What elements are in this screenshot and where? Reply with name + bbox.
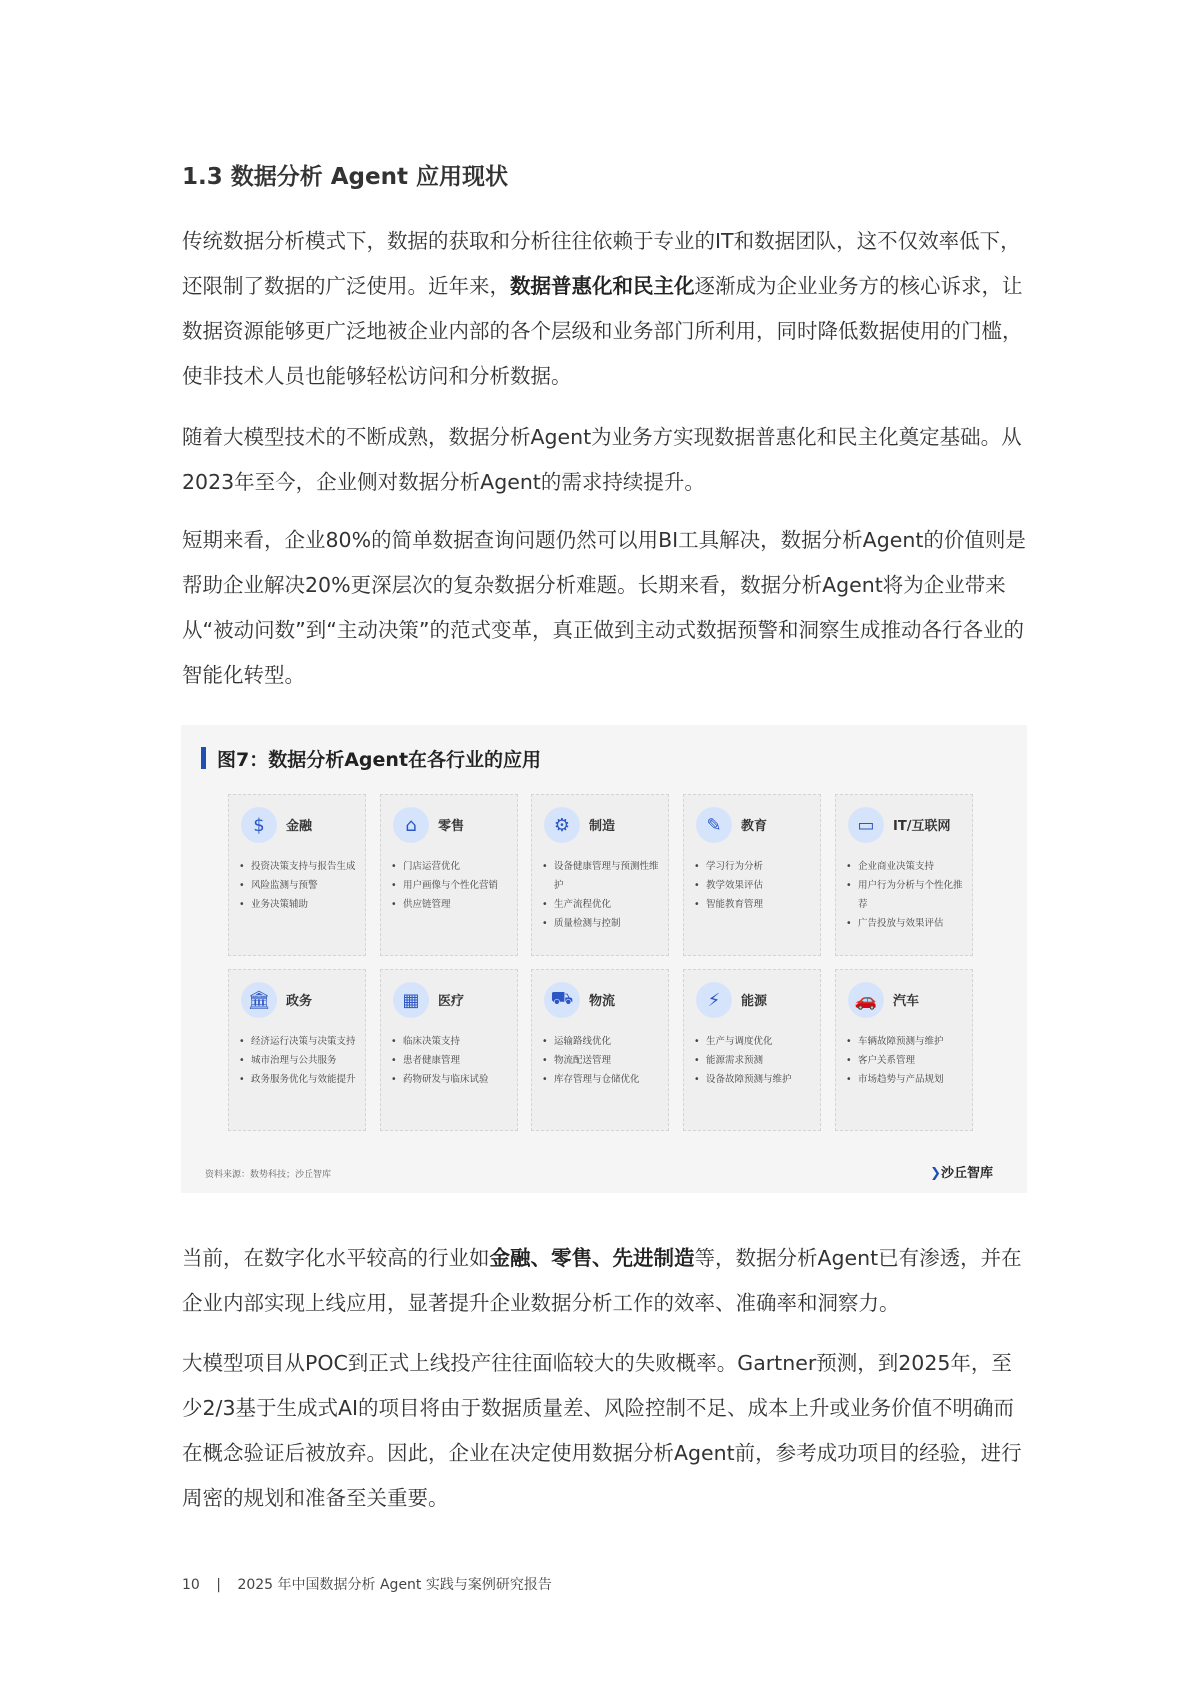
use-case-list [694, 1032, 814, 1089]
bold-text: 数据普惠化和民主化 [510, 274, 695, 298]
industry-card [683, 794, 821, 956]
industry-name: 零售 [438, 819, 465, 834]
industry-icon: ⌂ [393, 807, 429, 843]
logo-text: 沙丘智库 [940, 1166, 993, 1181]
text-run: 逐渐成为企业业务方的核心诉求，让数据资源能够更广泛地被企业内部的各个层级和业务部门所利用，同时降低数据使用的门槛，使非技术人员也能够轻松访问和分析数据。 [182, 274, 1023, 388]
use-case-item: • 城市治理与公共服务 [239, 1051, 359, 1070]
industry-icon: ▭ [848, 807, 884, 843]
use-case-item: • 临床决策支持 [391, 1032, 511, 1051]
use-case-list [391, 1032, 511, 1089]
use-case-item: • 学习行为分析 [694, 857, 814, 876]
page-number: 10 [182, 1577, 200, 1593]
use-case-item: • 车辆故障预测与维护 [846, 1032, 966, 1051]
industry-icon: ⛟ [544, 982, 580, 1018]
brand-logo [930, 1162, 993, 1181]
use-case-item: • 风险监测与预警 [239, 876, 359, 895]
industry-name: 医疗 [438, 994, 465, 1009]
bold-text: 金融、零售、先进制造 [489, 1246, 695, 1270]
use-case-item: • 政务服务优化与效能提升 [239, 1070, 359, 1089]
use-case-list [542, 857, 662, 933]
use-case-list [846, 1032, 966, 1089]
industry-card [531, 794, 669, 956]
use-case-list [846, 857, 966, 933]
use-case-item: • 生产与调度优化 [694, 1032, 814, 1051]
use-case-item: • 患者健康管理 [391, 1051, 511, 1070]
text-run: 等，数据分析Agent已有渗透，并在企业内部实现上线应用，显著提升企业数据分析工作的效率、准确率和洞察力。 [182, 1246, 1022, 1315]
industry-icon: ⚙ [544, 807, 580, 843]
use-case-item: • 用户行为分析与个性化推荐 [846, 876, 966, 914]
industry-icon: ⚡ [696, 982, 732, 1018]
industry-card [380, 794, 518, 956]
industry-icon: ▦ [393, 982, 429, 1018]
industry-card [683, 969, 821, 1131]
industry-name: 制造 [589, 819, 616, 834]
industry-card [380, 969, 518, 1131]
footer-separator: | [216, 1577, 221, 1593]
figure-industry-applications [181, 725, 1027, 1193]
use-case-item: • 企业商业决策支持 [846, 857, 966, 876]
paragraph-4 [182, 1236, 1028, 1326]
figure-title: 图7：数据分析Agent在各行业的应用 [201, 745, 541, 772]
logo-icon: ❯ [930, 1166, 941, 1181]
use-case-list [542, 1032, 662, 1089]
industry-name: IT/互联网 [893, 819, 951, 834]
industry-name: 政务 [286, 994, 313, 1009]
use-case-item: • 智能教育管理 [694, 895, 814, 914]
report-title: 2025 年中国数据分析 Agent 实践与案例研究报告 [237, 1577, 552, 1593]
industry-icon: ✎ [696, 807, 732, 843]
use-case-item: • 设备健康管理与预测性维护 [542, 857, 662, 895]
use-case-item: • 物流配送管理 [542, 1051, 662, 1070]
use-case-item: • 供应链管理 [391, 895, 511, 914]
use-case-list [694, 857, 814, 914]
use-case-item: • 药物研发与临床试验 [391, 1070, 511, 1089]
use-case-item: • 设备故障预测与维护 [694, 1070, 814, 1089]
industry-name: 金融 [286, 819, 313, 834]
section-heading: 1.3 数据分析 Agent 应用现状 [182, 164, 508, 190]
use-case-item: • 广告投放与效果评估 [846, 914, 966, 933]
use-case-list [391, 857, 511, 914]
industry-name: 汽车 [893, 994, 920, 1009]
paragraph-1 [182, 219, 1028, 399]
industry-icon: $ [241, 807, 277, 843]
industry-card [228, 969, 366, 1131]
use-case-item: • 市场趋势与产品规划 [846, 1070, 966, 1089]
use-case-item: • 用户画像与个性化营销 [391, 876, 511, 895]
text-run: 传统数据分析模式下，数据的获取和分析往往依赖于专业的IT和数据团队，这不仅效率低下，还限制了数据的广泛使用。近年来， [182, 229, 1021, 298]
industry-icon: 🚗 [848, 982, 884, 1018]
use-case-item: • 教学效果评估 [694, 876, 814, 895]
use-case-item: • 质量检测与控制 [542, 914, 662, 933]
industry-card [531, 969, 669, 1131]
use-case-list [239, 1032, 359, 1089]
paragraph-2: 随着大模型技术的不断成熟，数据分析Agent为业务方实现数据普惠化和民主化奠定基础。从2023年至今，企业侧对数据分析Agent的需求持续提升。 [182, 425, 1022, 494]
industry-name: 物流 [589, 994, 616, 1009]
use-case-item: • 经济运行决策与决策支持 [239, 1032, 359, 1051]
industry-icon: 🏛 [241, 982, 277, 1018]
use-case-item: • 生产流程优化 [542, 895, 662, 914]
use-case-item: • 门店运营优化 [391, 857, 511, 876]
use-case-item: • 运输路线优化 [542, 1032, 662, 1051]
industry-card [835, 794, 973, 956]
text-run: 当前，在数字化水平较高的行业如 [182, 1246, 490, 1270]
use-case-item: • 业务决策辅助 [239, 895, 359, 914]
figure-source: 资料来源：数势科技；沙丘智库 [205, 1170, 332, 1180]
paragraph-3: 短期来看，企业80%的简单数据查询问题仍然可以用BI工具解决，数据分析Agent的价值则是帮助企业解决20%更深层次的复杂数据分析难题。长期来看，数据分析Agent将为企业带来从“被动问数”到“主动决策”的范式变革，真正做到主动式数据预警和洞察生成推动各行各业的智能化转型。 [182, 528, 1026, 687]
industry-card [228, 794, 366, 956]
use-case-item: • 能源需求预测 [694, 1051, 814, 1070]
use-case-item: • 投资决策支持与报告生成 [239, 857, 359, 876]
industry-card [835, 969, 973, 1131]
use-case-item: • 库存管理与仓储优化 [542, 1070, 662, 1089]
use-case-item: • 客户关系管理 [846, 1051, 966, 1070]
industry-name: 能源 [741, 994, 768, 1009]
paragraph-5: 大模型项目从POC到正式上线投产往往面临较大的失败概率。Gartner预测，到2025年，至少2/3基于生成式AI的项目将由于数据质量差、风险控制不足、成本上升或业务价值不明确而在概念验证后被放弃。因此，企业在决定使用数据分析Agent前，参考成功项目的经验，进行周密的规划和准备至关重要。 [182, 1351, 1022, 1510]
page-footer [182, 1574, 552, 1594]
use-case-list [239, 857, 359, 914]
industry-name: 教育 [741, 819, 768, 834]
